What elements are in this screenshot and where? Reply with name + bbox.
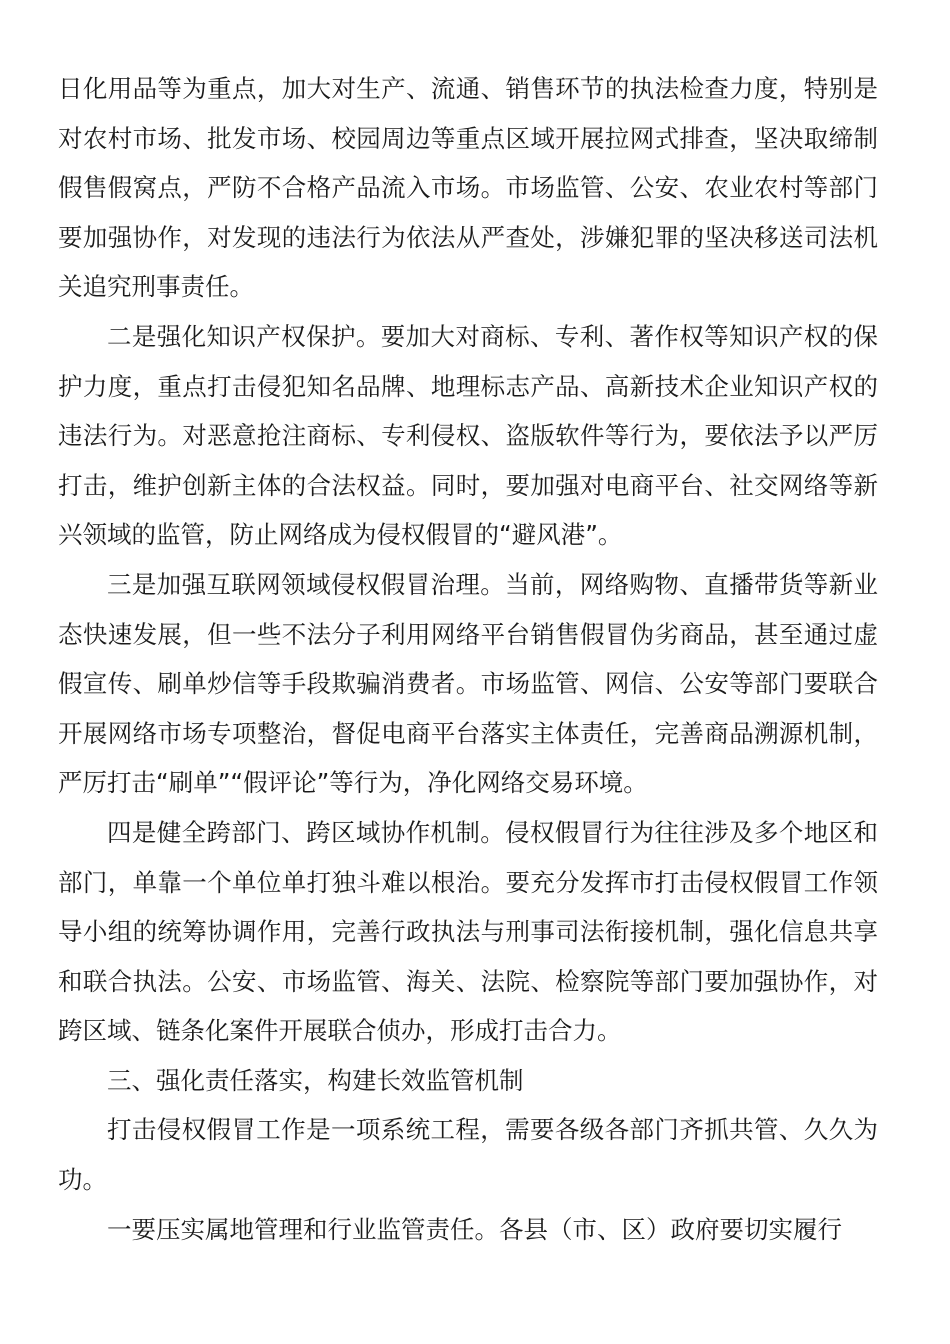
paragraph-ip-protection: 二是强化知识产权保护。要加大对商标、专利、著作权等知识产权的保护力度，重点打击侵犯知名品牌、地理标志产品、高新技术企业知识产权的违法行为。对恶意抢注商标、专利侵权、盗版软件等行为，要依法予以严厉打击，维护创新主体的合法权益。同时，要加强对电商平台、社交网络等新兴领域的监管，防止网络成为侵权假冒的“避风港”。 xyxy=(58,321,878,550)
document-body xyxy=(58,64,878,1254)
paragraph-continuation: 日化用品等为重点，加大对生产、流通、销售环节的执法检查力度，特别是对农村市场、批发市场、校园周边等重点区域开展拉网式排查，坚决取缔制假售假窝点，严防不合格产品流入市场。市场监管、公安、农业农村等部门要加强协作，对发现的违法行为依法从严查处，涉嫌犯罪的坚决移送司法机关追究刑事责任。 xyxy=(58,74,878,302)
paragraph-internet-governance: 三是加强互联网领域侵权假冒治理。当前，网络购物、直播带货等新业态快速发展，但一些不法分子利用网络平台销售假冒伪劣商品，甚至通过虚假宣传、刷单炒信等手段欺骗消费者。市场监管、网信、公安等部门要联合开展网络市场专项整治，督促电商平台落实主体责任，完善商品溯源机制，严厉打击“刷单”“假评论”等行为，净化网络交易环境。 xyxy=(58,569,878,798)
paragraph-section-intro: 打击侵权假冒工作是一项系统工程，需要各级各部门齐抓共管、久久为功。 xyxy=(58,1115,878,1195)
paragraph-local-responsibility: 一要压实属地管理和行业监管责任。各县（市、区）政府要切实履行 xyxy=(107,1214,842,1244)
section-heading: 三、强化责任落实，构建长效监管机制 xyxy=(107,1065,524,1095)
paragraph-cross-department-cooperation: 四是健全跨部门、跨区域协作机制。侵权假冒行为往往涉及多个地区和部门，单靠一个单位单打独斗难以根治。要充分发挥市打击侵权假冒工作领导小组的统筹协调作用，完善行政执法与刑事司法衔接机制，强化信息共享和联合执法。公安、市场监管、海关、法院、检察院等部门要加强协作，对跨区域、链条化案件开展联合侦办，形成打击合力。 xyxy=(58,817,878,1046)
